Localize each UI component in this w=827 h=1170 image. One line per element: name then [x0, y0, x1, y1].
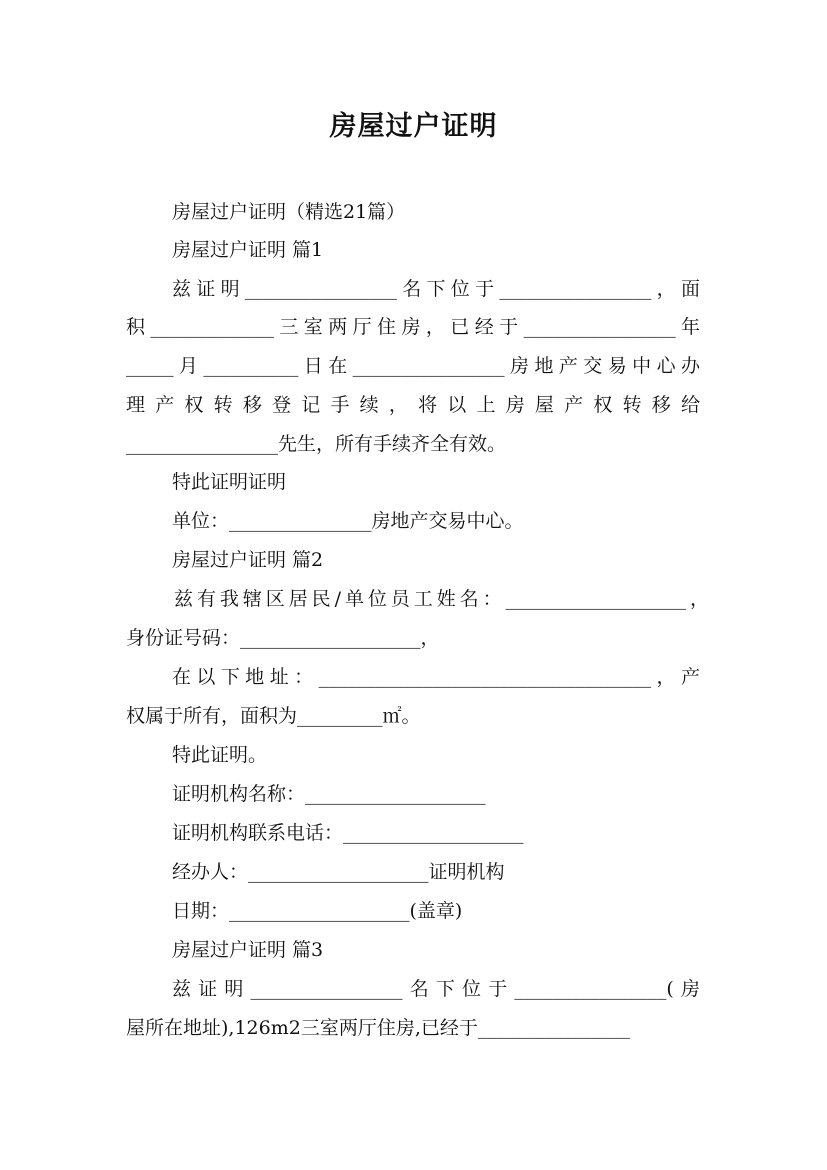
paragraph-line: ________________先生，所有手续齐全有效。: [126, 433, 507, 455]
paragraph-line: 特此证明。: [172, 744, 268, 766]
paragraph-line: 权属于所有，面积为_________㎡。: [126, 705, 421, 727]
paragraph-line: _____月__________日在________________房地产交易中心办: [126, 355, 700, 377]
paragraph-line: 特此证明证明: [172, 471, 287, 493]
subtitle-line: 房屋过户证明（精选21篇）: [172, 201, 406, 223]
paragraph-line: 单位：_______________房地产交易中心。: [172, 510, 524, 532]
paragraph-line: 证明机构名称：___________________: [172, 783, 486, 805]
section-heading-2: 房屋过户证明 篇2: [172, 549, 324, 571]
section-heading-1: 房屋过户证明 篇1: [172, 239, 324, 261]
paragraph-line: 屋所在地址),126m2三室两厅住房,已经于________________: [126, 1017, 630, 1039]
document-title: 房屋过户证明: [329, 111, 498, 142]
paragraph-line: 积_____________三室两厅住房，已经于________________年: [126, 316, 700, 338]
paragraph-line: 经办人：___________________证明机构: [172, 861, 505, 883]
paragraph-line: 在以下地址：___________________________________，产: [172, 666, 700, 688]
paragraph-line: 兹有我辖区居民/单位员工姓名：___________________，: [174, 588, 709, 610]
section-heading-3: 房屋过户证明 篇3: [172, 939, 324, 961]
paragraph-line: 理产权转移登记手续，将以上房屋产权转移给: [126, 394, 700, 416]
paragraph-line: 身份证号码：___________________，: [126, 627, 440, 649]
paragraph-line: 兹证明________________名下位于________________，面: [172, 278, 700, 300]
paragraph-line: 证明机构联系电话：___________________: [172, 822, 524, 844]
paragraph-line: 日期：___________________(盖章): [172, 900, 463, 922]
paragraph-line: 兹证明________________名下位于________________(房: [172, 978, 700, 1000]
